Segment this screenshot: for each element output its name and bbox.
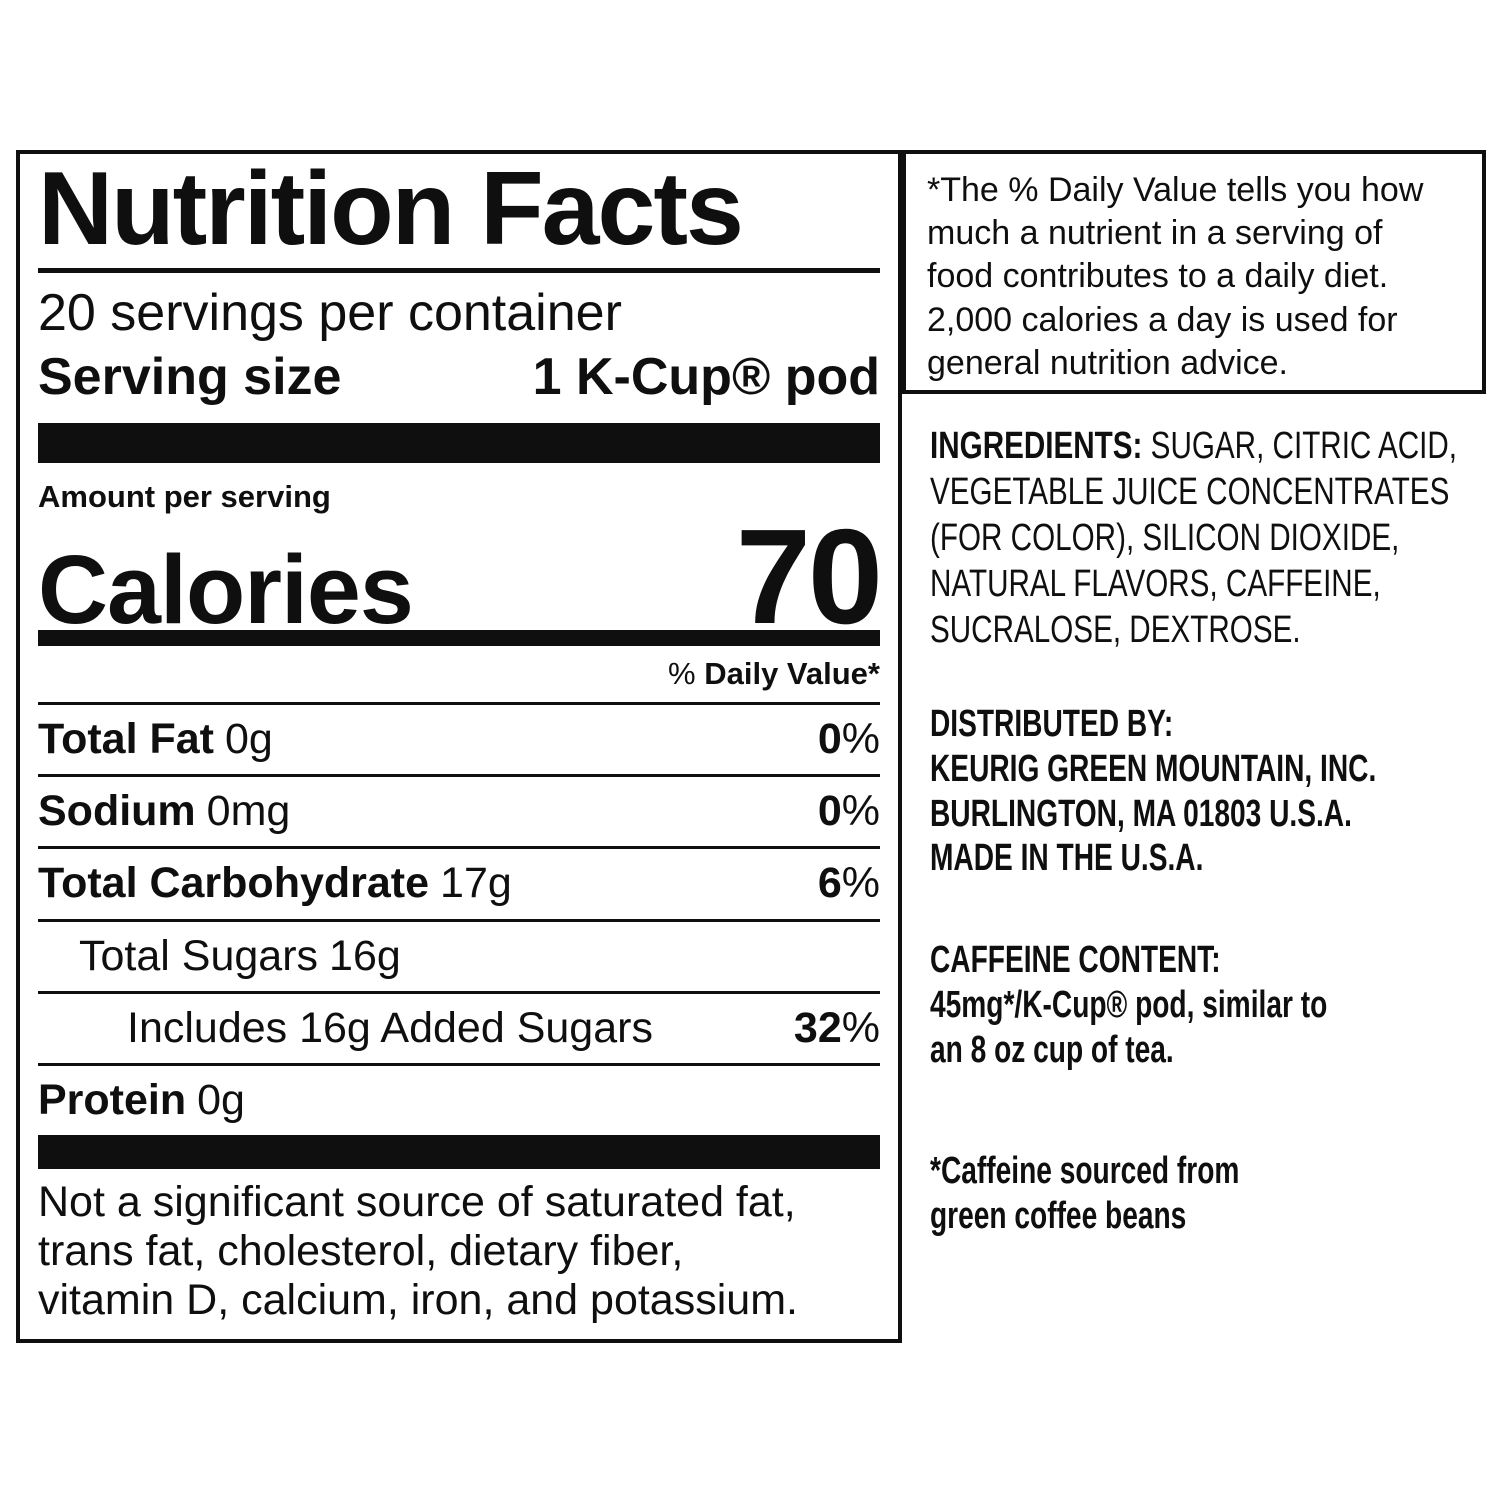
nutrient-name: Includes 16g Added Sugars [127,1003,653,1052]
distributed-by-line: KEURIG GREEN MOUNTAIN, INC. [930,747,1377,790]
ingredients-line [930,424,1500,470]
nutrient-name: Total Fat [38,715,214,764]
thick-separator-bar-top [38,423,880,463]
ingredients-line: SUCRALOSE, DEXTROSE. [930,608,1301,651]
ingredients-label: INGREDIENTS: [930,425,1143,467]
calories-label: Calories [38,535,413,645]
daily-value-note-line: general nutrition advice. [927,343,1289,382]
thick-separator-bar-bottom [38,1135,880,1169]
footnote-line: vitamin D, calcium, iron, and potassium. [38,1275,798,1324]
dv-unit: % [841,1003,880,1052]
nutrient-daily-value [818,861,880,906]
dv-unit: % [841,859,880,908]
nutrient-row-total-fat [38,702,880,774]
calories-row [38,501,880,653]
nutrient-name: Total Sugars [79,931,319,980]
nutrient-name-amount [38,1003,653,1052]
nutrient-amount: 17g [440,859,512,908]
nutrient-row-sodium [38,774,880,846]
nutrient-name: Protein [38,1075,187,1124]
caffeine-content-section [930,938,1492,1072]
nutrient-name: Sodium [38,787,196,836]
ingredients-text: SUGAR, CITRIC ACID, [1142,425,1457,467]
nutrient-row-total-sugars [38,919,880,991]
nutrient-row-protein [38,1063,880,1135]
nutrient-amount: 0mg [206,787,291,836]
nutrient-amount: 0g [224,715,273,764]
nutrient-name-amount [38,931,401,980]
distributed-by-line: DISTRIBUTED BY: [930,703,1174,745]
nutrient-name-amount [38,789,290,834]
caffeine-source-line: *Caffeine sourced from [930,1150,1240,1192]
daily-value-note-line: food contributes to a daily diet. [927,257,1389,296]
distributed-by-section [930,702,1492,881]
daily-value-header [38,656,880,692]
dv-number: 0 [817,787,842,836]
serving-size-label: Serving size [38,348,342,407]
daily-value-note-line: 2,000 calories a day is used for [927,300,1398,339]
nutrition-facts-panel [16,150,902,1343]
dv-unit: % [841,787,880,836]
servings-per-container: 20 servings per container [38,284,622,343]
nutrient-row-total-carbohydrate [38,846,880,918]
nutrient-row-added-sugars [38,991,880,1063]
footnote-line: Not a significant source of saturated fat, [38,1177,796,1226]
title-divider-rule [38,268,880,273]
dv-number: 32 [793,1003,842,1052]
caffeine-content-line: CAFFEINE CONTENT: [930,939,1221,981]
nutrient-amount: 16g [329,931,401,980]
nutrient-name-amount [38,1075,245,1124]
daily-value-explanation-box [902,150,1486,394]
footnote-line: trans fat, cholesterol, dietary fiber, [38,1226,684,1275]
nutrient-amount: 0g [197,1075,245,1124]
dv-number: 0 [817,715,842,764]
ingredients-line: NATURAL FLAVORS, CAFFEINE, [930,562,1381,605]
nutrient-daily-value [793,1003,880,1052]
daily-value-percent-sign: % [668,656,705,692]
caffeine-source-line: green coffee beans [930,1194,1187,1237]
insignificant-sources-footnote [38,1169,880,1325]
daily-value-note-line: much a nutrient in a serving of [927,214,1383,253]
nutrient-name: Total Carbohydrate [38,859,430,908]
nutrient-daily-value [818,717,880,762]
daily-value-header-text: Daily Value* [704,656,880,692]
distributed-by-line: MADE IN THE U.S.A. [930,837,1204,880]
amount-per-serving-label: Amount per serving [38,479,331,515]
caffeine-source-note [930,1149,1492,1239]
caffeine-content-line: an 8 oz cup of tea. [930,1028,1174,1071]
nutrient-name-amount [38,861,512,906]
ingredients-line: (FOR COLOR), SILICON DIOXIDE, [930,516,1400,559]
daily-value-note-line: *The % Daily Value tells you how [927,171,1424,209]
label-title: Nutrition Facts [38,151,742,267]
nutrient-daily-value [818,789,880,834]
distributed-by-line: BURLINGTON, MA 01803 U.S.A. [930,792,1352,835]
dv-unit: % [841,715,880,764]
serving-size-row [38,347,880,407]
serving-size-value: 1 K-Cup® pod [532,348,880,407]
calories-value: 70 [735,501,880,653]
ingredients-section [930,424,1500,654]
ingredients-line: VEGETABLE JUICE CONCENTRATES [930,470,1450,513]
nutrient-name-amount [38,717,273,762]
caffeine-content-line: 45mg*/K-Cup® pod, similar to [930,983,1328,1026]
dv-number: 6 [817,859,842,908]
